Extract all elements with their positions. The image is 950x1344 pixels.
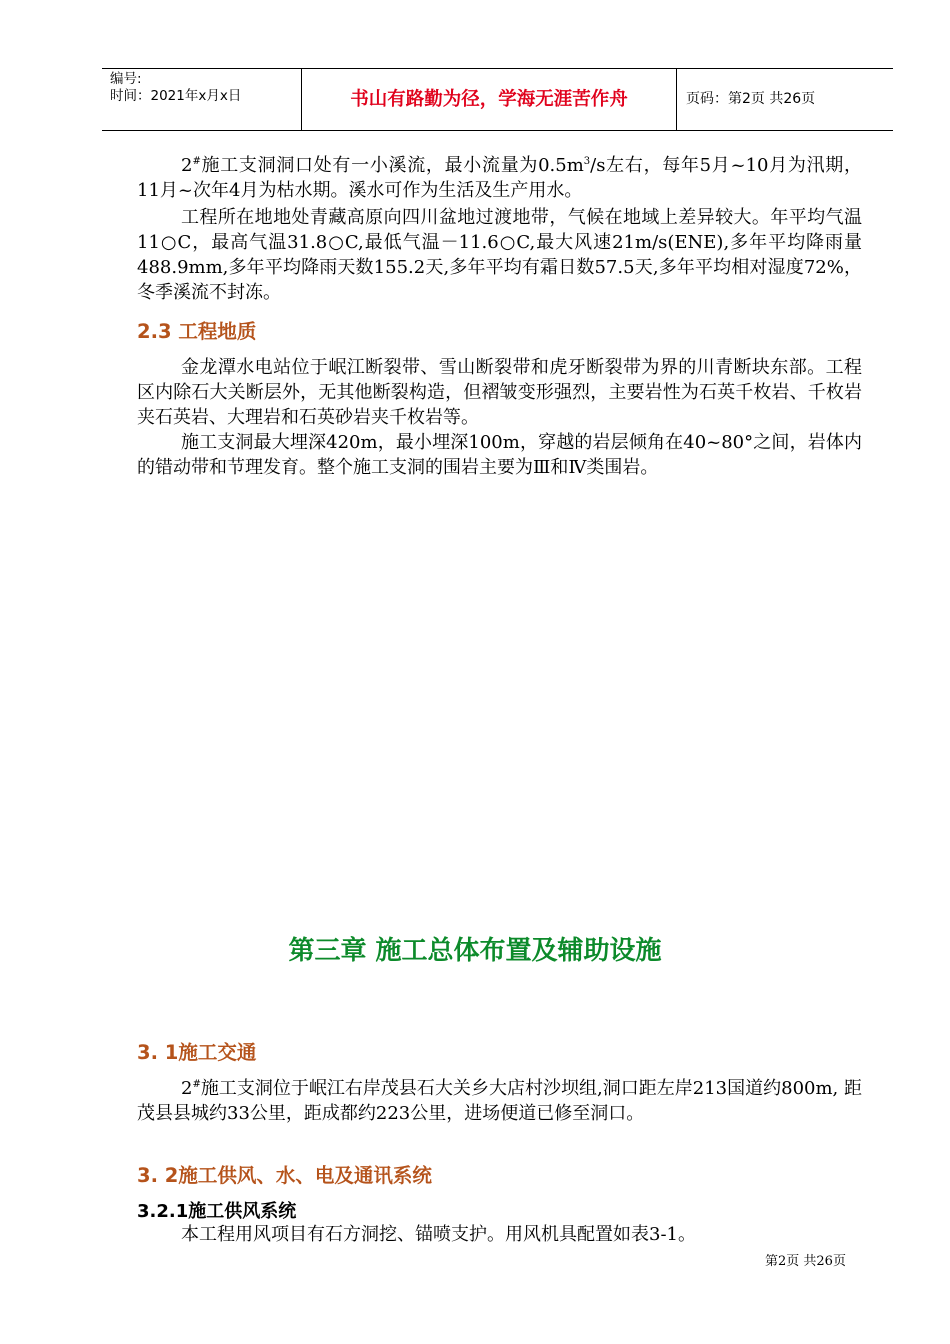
header-motto: 书山有路勤为径，学海无涯苦作舟 <box>302 69 677 130</box>
chapter-title: 第三章 施工总体布置及辅助设施 <box>288 936 662 966</box>
header-page-info: 页码：第2页 共26页 <box>686 91 816 107</box>
paragraph-traffic: 2#施工支洞位于岷江右岸茂县石大关乡大店村沙坝组,洞口距左岸213国道约800m, 距茂县县城约33公里，距成都约223公里，进场便道已修至洞口。 <box>137 1078 862 1124</box>
paragraph-water-source: 2#施工支洞洞口处有一小溪流，最小流量为$0.5m^3/s$左右，每年5月~10月为汛期，11月~次年4月为枯水期。溪水可作为生活及生产用水。 <box>137 155 862 201</box>
paragraph-geology-1: 金龙潭水电站位于岷江断裂带、雪山断裂带和虎牙断裂带为界的川青断块东部。工程区内除石大关断层外，无其他断裂构造，但褶皱变形强烈，主要岩性为石英千枚岩、千枚岩夹石英岩、大理岩和石英砂岩夹千枚岩等。 <box>137 357 862 428</box>
paragraph-climate: 工程所在地地处青藏高原向四川盆地过渡地带，气候在地域上差异较大。年平均气温11○C，最高气温31.8○C,最低气温－11.6○C,最大风速21m/s(ENE),多年平均降雨量488.9mm,多年平均降雨天数155.2天,多年平均有霜日数57.5天,多年平均相对湿度72%，冬季溪流不封冻。 <box>137 207 862 303</box>
page-header <box>102 68 893 131</box>
paragraph-air-supply: 本工程用风项目有石方洞挖、锚喷支护。用风机具配置如表3-1。 <box>181 1224 696 1245</box>
header-meta-cell <box>102 69 302 130</box>
paragraph-geology-2: 施工支洞最大埋深420m，最小埋深100m，穿越的岩层倾角在40~80°之间，岩体内的错动带和节理发育。整个施工支洞的围岩主要为Ⅲ和Ⅳ类围岩。 <box>137 432 862 478</box>
serial-label: 编号: <box>110 71 142 87</box>
heading-traffic: 3. 1施工交通 <box>137 1041 257 1064</box>
heading-geology: 2.3 工程地质 <box>137 320 257 343</box>
footer-page-info: 第2页 共26页 <box>765 1254 846 1269</box>
heading-air-supply: 3.2.1施工供风系统 <box>137 1201 297 1222</box>
heading-supply-systems: 3. 2施工供风、水、电及通讯系统 <box>137 1164 432 1187</box>
time-label: 时间：2021年x月x日 <box>110 88 242 104</box>
